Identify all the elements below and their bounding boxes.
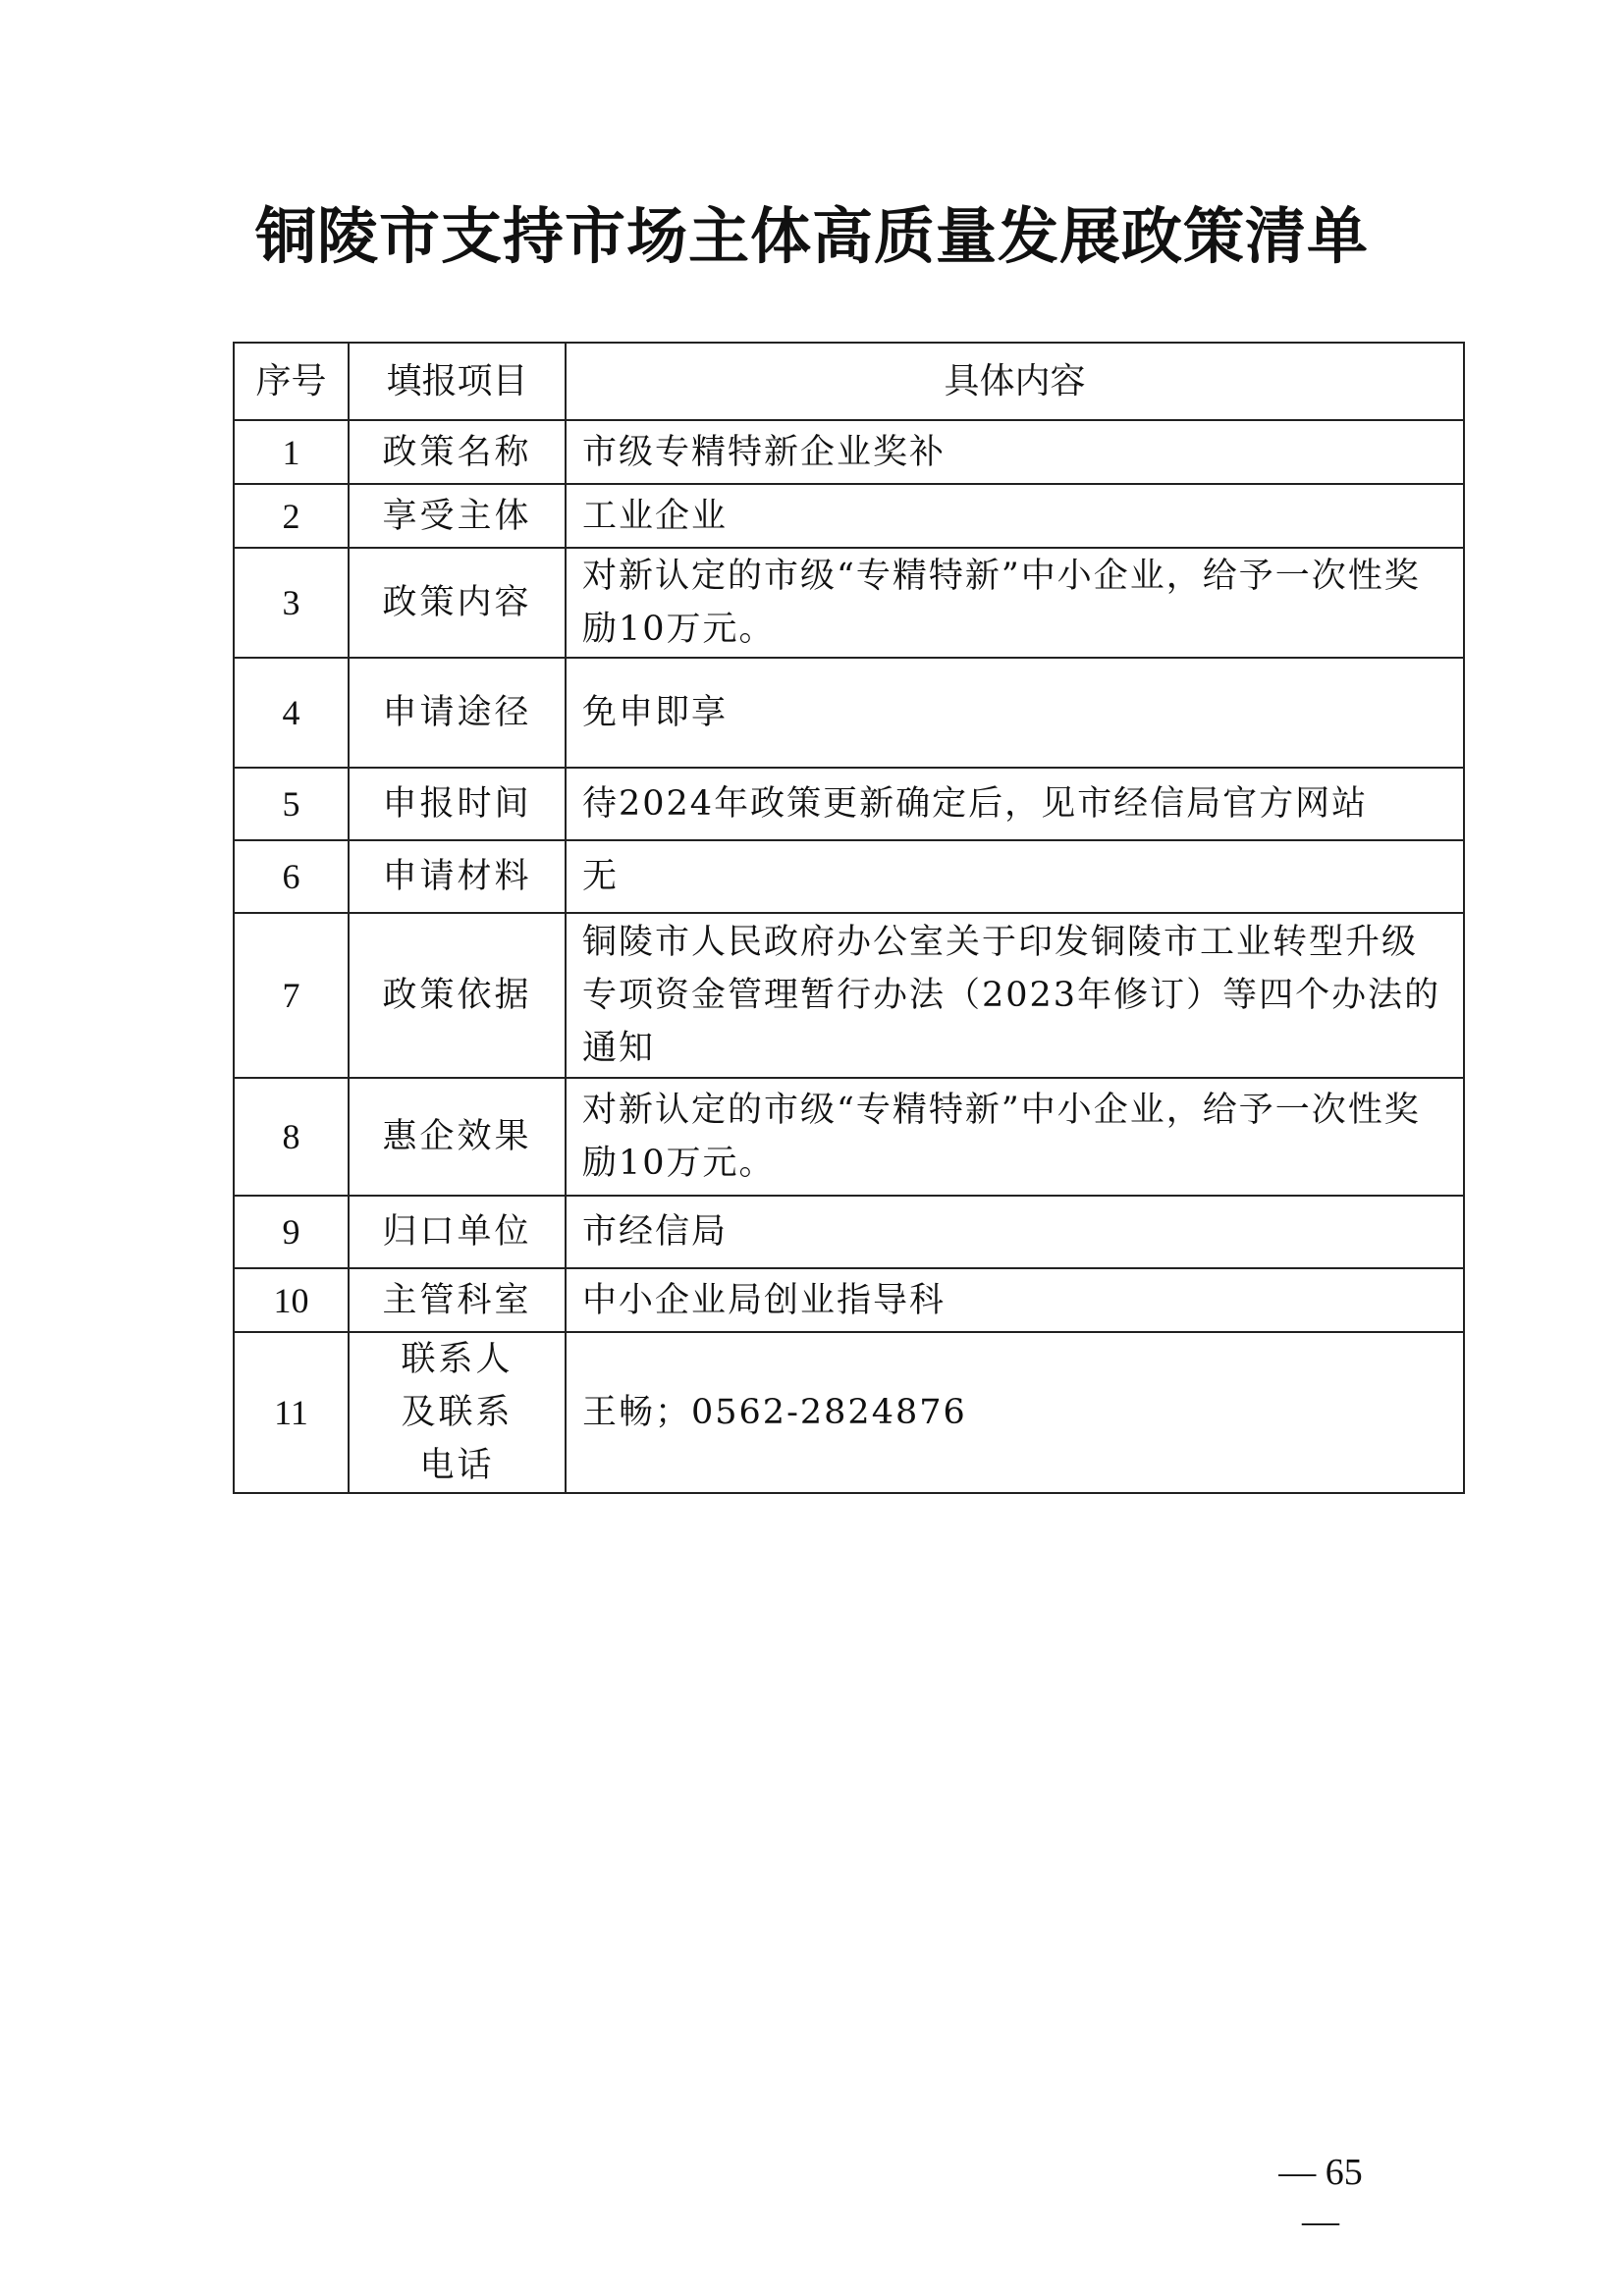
row-content: 免申即享 bbox=[566, 658, 1464, 768]
row-item: 主管科室 bbox=[349, 1268, 566, 1332]
row-content: 王畅；0562-2824876 bbox=[566, 1332, 1464, 1493]
row-seq: 3 bbox=[234, 548, 349, 658]
row-item: 政策内容 bbox=[349, 548, 566, 658]
row-content: 待2024年政策更新确定后，见市经信局官方网站 bbox=[566, 768, 1464, 840]
table-row bbox=[234, 548, 1464, 658]
row-seq: 6 bbox=[234, 840, 349, 913]
row-item: 享受主体 bbox=[349, 484, 566, 548]
row-seq: 9 bbox=[234, 1196, 349, 1268]
row-content: 对新认定的市级“专精特新”中小企业，给予一次性奖励10万元。 bbox=[566, 548, 1464, 658]
table-row bbox=[234, 1078, 1464, 1196]
row-item: 联系人及联系电话 bbox=[349, 1332, 566, 1493]
row-content: 无 bbox=[566, 840, 1464, 913]
row-content: 中小企业局创业指导科 bbox=[566, 1268, 1464, 1332]
table-row bbox=[234, 840, 1464, 913]
header-item: 填报项目 bbox=[349, 343, 566, 420]
row-content: 工业企业 bbox=[566, 484, 1464, 548]
row-item: 政策名称 bbox=[349, 420, 566, 484]
page-title: 铜陵市支持市场主体高质量发展政策清单 bbox=[254, 200, 1369, 272]
table-row bbox=[234, 658, 1464, 768]
table-row bbox=[234, 1196, 1464, 1268]
table-row bbox=[234, 484, 1464, 548]
row-seq: 2 bbox=[234, 484, 349, 548]
row-content: 市级专精特新企业奖补 bbox=[566, 420, 1464, 484]
table-row bbox=[234, 768, 1464, 840]
header-content: 具体内容 bbox=[566, 343, 1464, 420]
row-item: 归口单位 bbox=[349, 1196, 566, 1268]
row-item: 政策依据 bbox=[349, 913, 566, 1078]
row-item: 申请途径 bbox=[349, 658, 566, 768]
row-seq: 8 bbox=[234, 1078, 349, 1196]
row-seq: 7 bbox=[234, 913, 349, 1078]
table-row bbox=[234, 1332, 1464, 1493]
row-seq: 4 bbox=[234, 658, 349, 768]
row-item: 申请材料 bbox=[349, 840, 566, 913]
row-seq: 5 bbox=[234, 768, 349, 840]
row-content: 铜陵市人民政府办公室关于印发铜陵市工业转型升级专项资金管理暂行办法（2023年修订）等四个办法的通知 bbox=[566, 913, 1464, 1078]
row-content: 对新认定的市级“专精特新”中小企业，给予一次性奖励10万元。 bbox=[566, 1078, 1464, 1196]
row-item: 申报时间 bbox=[349, 768, 566, 840]
row-seq: 11 bbox=[234, 1332, 349, 1493]
table-row bbox=[234, 420, 1464, 484]
row-seq: 10 bbox=[234, 1268, 349, 1332]
table-row bbox=[234, 1268, 1464, 1332]
row-content: 市经信局 bbox=[566, 1196, 1464, 1268]
row-item: 惠企效果 bbox=[349, 1078, 566, 1196]
table-row bbox=[234, 913, 1464, 1078]
header-seq: 序号 bbox=[234, 343, 349, 420]
table-header-row bbox=[234, 343, 1464, 420]
policy-table bbox=[233, 342, 1465, 1494]
page-number: — 65 — bbox=[1278, 2152, 1363, 2242]
row-seq: 1 bbox=[234, 420, 349, 484]
